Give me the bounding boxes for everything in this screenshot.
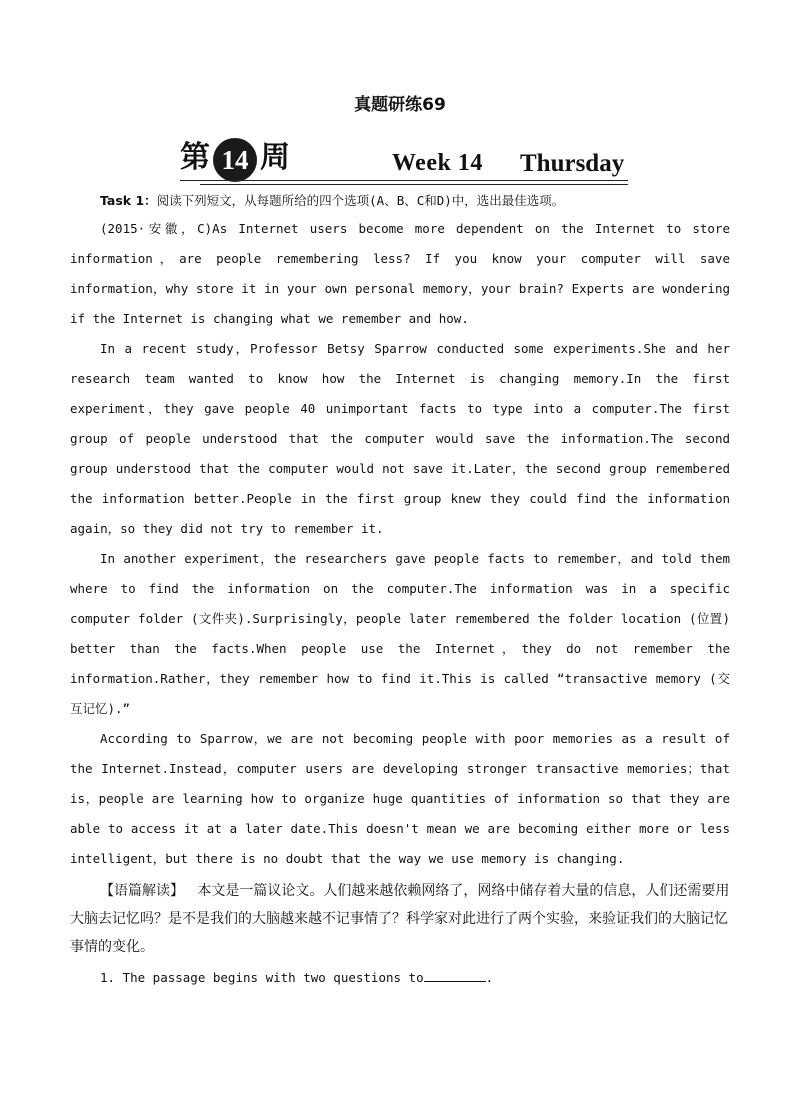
passage-analysis	[70, 877, 730, 961]
week-banner	[180, 138, 628, 190]
banner-rule-top	[180, 180, 628, 181]
day-label: Thursday	[520, 150, 625, 177]
passage-paragraph-3: In another experiment，the researchers gave people facts to remember，and told them where to find the information on the computer.The information was in a specific computer folder (文件夹).Surprisingly，people later remembered the folder location (位置) better than the facts.When people use the Internet，they do not remember the information.Rather，they remember how to find it.This is called “transactive memory (交互记忆).”	[70, 551, 730, 716]
question-1-end: .	[485, 970, 494, 985]
passage-paragraph-1: (2015·安徽，C)As Internet users become more dependent on the Internet to store information，are people remembering less? If you know your computer will save information，why store it in your own personal memory，your brain? Experts are wondering if the Internet is changing what we remember and how.	[70, 221, 730, 326]
task-instruction	[100, 188, 730, 214]
task-text: 阅读下列短文，从每题所给的四个选项(A、B、C和D)中，选出最佳选项。	[156, 193, 565, 208]
passage-paragraph-2: In a recent study，Professor Betsy Sparrow conducted some experiments.She and her research team wanted to know how the Internet is changing memory.In the first experiment，they gave people 40 unimportant facts to type into a computer.The first group of people understood that the computer would save the information.The second group understood that the computer would not save it.Later，the second group remembered the information better.People in the first group knew they could find the information again，so they did not try to remember it.	[70, 341, 730, 536]
question-1-text: 1. The passage begins with two questions to	[100, 970, 424, 985]
analysis-label: 【语篇解读】	[100, 883, 184, 899]
document-body	[70, 188, 730, 993]
page-title: 真题研练69	[354, 95, 446, 115]
week-number-badge: 14	[213, 138, 257, 182]
banner-rule-bottom	[200, 184, 628, 185]
passage-paragraph-4: According to Sparrow，we are not becoming people with poor memories as a result of the Internet.Instead，computer users are developing stronger transactive memories；that is，people are learning how to organize huge quantities of information so that they are able to access it at a later date.This doesn't mean we are becoming either more or less intelligent，but there is no doubt that the way we use memory is changing.	[70, 731, 730, 866]
answer-blank[interactable]	[424, 967, 486, 982]
analysis-text: 本文是一篇议论文。人们越来越依赖网络了，网络中储存着大量的信息，人们还需要用大脑去记忆吗？是不是我们的大脑越来越不记事情了？科学家对此进行了两个实验，来验证我们的大脑记忆事情的变化。	[70, 883, 730, 955]
question-1	[100, 963, 730, 993]
task-label: Task 1：	[100, 193, 157, 208]
banner-di: 第	[180, 140, 210, 175]
week-label: Week 14	[392, 150, 483, 176]
banner-zhou: 周	[260, 140, 290, 175]
